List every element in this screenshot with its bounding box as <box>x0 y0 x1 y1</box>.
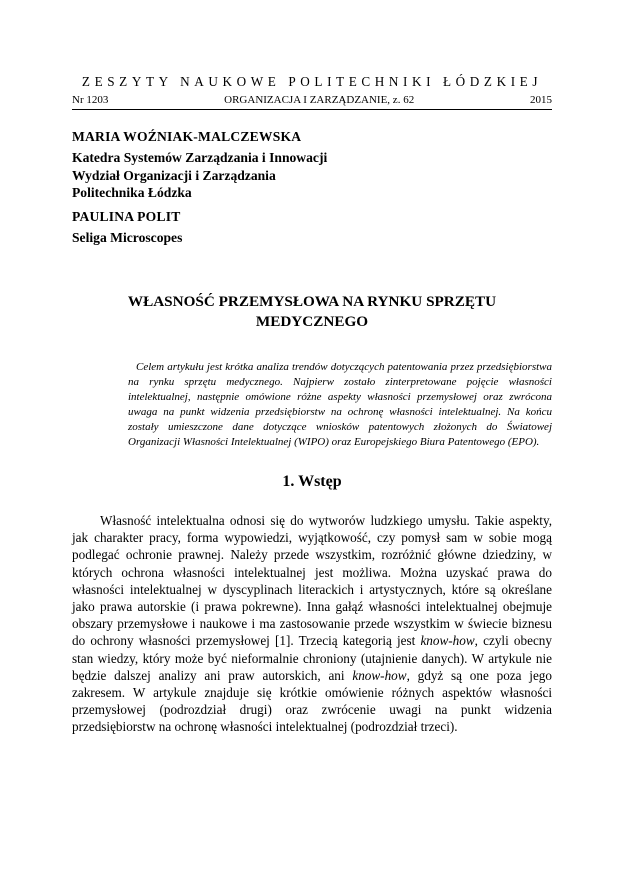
journal-series: ORGANIZACJA I ZARZĄDZANIE, z. 62 <box>224 94 415 106</box>
section-heading: 1. Wstęp <box>282 473 342 490</box>
affiliation-line: Katedra Systemów Zarządzania i Innowacji <box>72 150 328 165</box>
journal-year: 2015 <box>530 94 552 106</box>
affiliation-line: Wydział Organizacji i Zarządzania <box>72 167 276 183</box>
title-line: WŁASNOŚĆ PRZEMYSŁOWA NA RYNKU SPRZĘTU <box>127 293 497 310</box>
author-affiliation <box>72 229 552 247</box>
issue-number: Nr 1203 <box>72 94 109 106</box>
affiliation-line: Politechnika Łódzka <box>72 185 192 200</box>
body-text: , gdyż są one poza jego zakresem. W artykule znajduje się krótkie omówienie różnych aspektów własności przemysłowej (podrozdział drugi) oraz zwrócenie uwagi na punkt widzenia przedsiębiorstw na ochronę własności intelektualnej (podrozdział trzeci). <box>72 667 552 735</box>
title-line: MEDYCZNEGO <box>255 313 369 330</box>
journal-meta <box>72 93 552 110</box>
affiliation-line: Seliga Microscopes <box>72 229 183 245</box>
author-name: MARIA WOŹNIAK-MALCZEWSKA <box>72 129 302 144</box>
body-paragraph <box>72 512 552 736</box>
article-title <box>72 292 552 332</box>
body-emphasis: know-how <box>420 633 475 649</box>
body-emphasis: know-how <box>352 667 407 683</box>
body-text: , czyli obecny stan wiedzy, który może być nieformalnie chroniony (utajnienie danych). W artykule nie będzie dalszej analizy ani praw autorskich, ani <box>72 633 552 683</box>
abstract: Celem artykułu jest krótka analiza trendów dotyczących patentowania przez przedsiębiorstwa na rynku sprzętu medycznego. Najpierw zostało zinterpretowane pojęcie własności intelektualnej, następnie omówione różne aspekty własności przemysłowej oraz zwrócona uwaga na punkt widzenia przedsiębiorstw na ochronę własności intelektualnej. Na końcu zostały umieszczone dane dotyczące wniosków patentowych złożonych do Światowej Organizacji Własności Intelektualnej (WIPO) oraz Europejskiego Biura Patentowego (EPO). <box>128 361 552 448</box>
author-affiliation <box>72 149 552 202</box>
journal-title: ZESZYTY NAUKOWE POLITECHNIKI ŁÓDZKIEJ <box>81 74 543 89</box>
body-text: Własność intelektualna odnosi się do wytworów ludzkiego umysłu. Takie aspekty, jak charakter pracy, forma wypowiedzi, wyjątkowość, czy pomysł sam w sobie mogą podlegać ochronie prawnej. Należy przede wszystkim, rozróżnić główne dziedziny, w których ochrona własności intelektualnej jest możliwa. Można uzyskać prawa do własności intelektualnej w dyscyplinach literackich i artystycznych, które są określane jako prawa autorskie (i prawa pokrewne). Inna gałąź własności intelektualnej obejmuje obszary przemysłowe i naukowe i ma zastosowanie przede wszystkim w świecie biznesu do ochrony własności przemysłowej [1]. Trzecią kategorią jest <box>72 513 552 649</box>
author-name: PAULINA POLIT <box>72 208 181 224</box>
article-page <box>72 74 552 749</box>
